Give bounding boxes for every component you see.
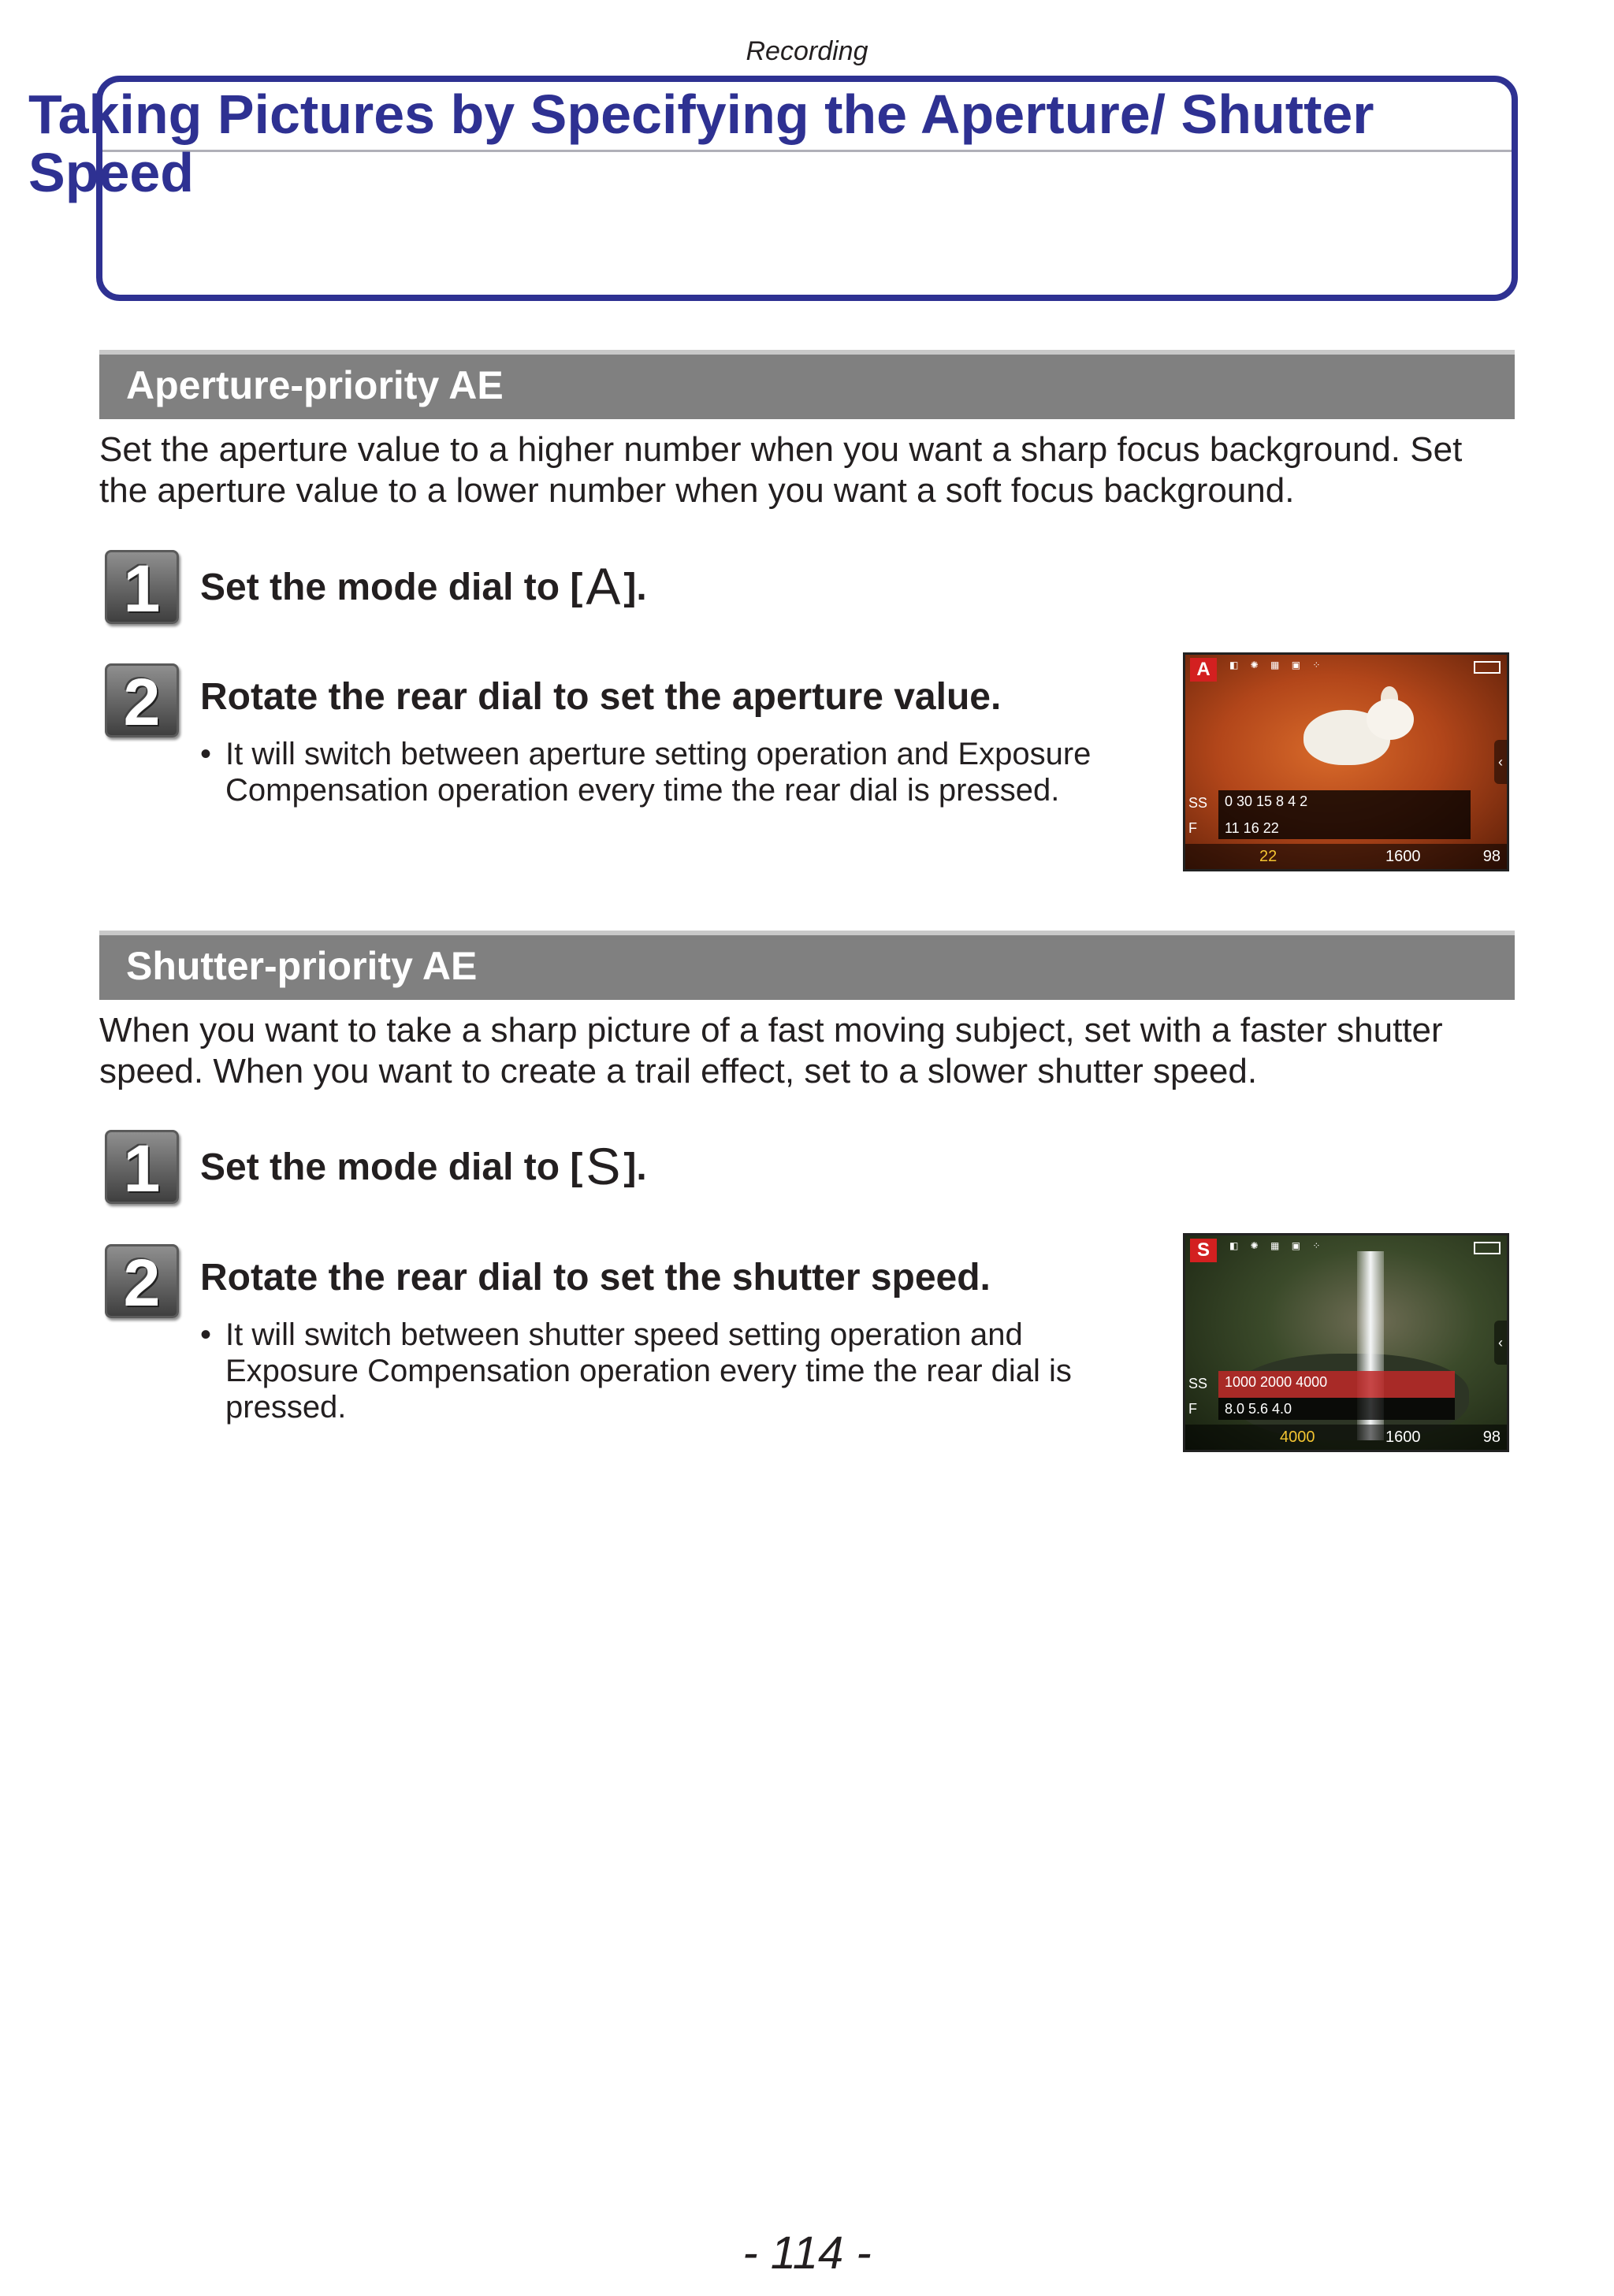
shots-remaining: 98 [1482, 848, 1501, 865]
bullet-icon: • [200, 737, 212, 771]
chevron-left-icon: ‹ [1494, 1321, 1507, 1365]
step-heading: Set the mode dial to [A]. [200, 557, 647, 615]
section-intro: When you want to take a sharp picture of a fast moving subject, set with a faster shutter speed. When you want to create a trail effect, set to a slower shutter speed. [99, 1011, 1443, 1090]
running-header: Recording [746, 36, 868, 66]
mode-s-icon: S [586, 1137, 621, 1195]
step-bullet: • It will switch between shutter speed setting operation and Exposure Compensation operation every time the rear dial is pressed. [200, 1317, 1072, 1425]
page-title: Taking Pictures by Specifying the Aperture/ Shutter Speed [28, 84, 1374, 203]
step-number-badge: 2 [105, 1244, 179, 1318]
step-number-badge: 2 [105, 663, 179, 737]
section-heading-label: Aperture-priority AE [126, 363, 504, 407]
section-intro: Set the aperture value to a higher number when you want a sharp focus background. Set the aperture value to a lower number when you want a soft focus background. [99, 430, 1463, 510]
bullet-icon: • [200, 1317, 212, 1352]
mode-a-icon: A [586, 557, 621, 615]
aperture-scale: 11 16 22 [1218, 817, 1471, 839]
status-icons: ◧ ✺ ▦ ▣ ⁘ [1229, 1240, 1326, 1251]
step-heading: Rotate the rear dial to set the shutter speed. [200, 1257, 991, 1298]
aperture-value: 22 [1259, 848, 1277, 865]
aperture-scale: 8.0 5.6 4.0 [1218, 1398, 1455, 1420]
step-bullet: • It will switch between aperture setting operation and Exposure Compensation operation every time the rear dial is pressed. [200, 737, 1091, 808]
page-number: - 114 - [742, 2227, 872, 2279]
section-heading-shutter [99, 931, 1515, 1000]
camera-screen-shutter: S ◧ ✺ ▦ ▣ ⁘ ‹ SS 1000 2000 4000 F 8.0 5.6 4.0 4000 1600 98 [1183, 1233, 1509, 1452]
shutter-scale: 0 30 15 8 4 2 [1218, 790, 1471, 817]
battery-icon [1474, 661, 1501, 674]
shutter-scale: 1000 2000 4000 [1218, 1371, 1455, 1398]
step-number-badge: 1 [105, 1130, 179, 1204]
shots-remaining: 98 [1482, 1428, 1501, 1446]
mode-indicator: S [1190, 1239, 1217, 1262]
status-icons: ◧ ✺ ▦ ▣ ⁘ [1229, 659, 1326, 671]
step-number-badge: 1 [105, 550, 179, 624]
chevron-left-icon: ‹ [1494, 740, 1507, 784]
osd-bottom-bar [1185, 844, 1507, 869]
mode-indicator: A [1190, 658, 1217, 682]
step-heading: Set the mode dial to [S]. [200, 1137, 647, 1195]
section-heading-aperture [99, 350, 1515, 419]
iso-value: 1600 [1385, 1428, 1421, 1446]
section-heading-label: Shutter-priority AE [126, 944, 478, 988]
step-heading: Rotate the rear dial to set the aperture value. [200, 676, 1002, 718]
iso-value: 1600 [1385, 848, 1421, 865]
camera-screen-aperture: A ◧ ✺ ▦ ▣ ⁘ ‹ SS 0 30 15 8 4 2 F 11 16 22 22 1600 98 [1183, 652, 1509, 871]
shutter-value: 4000 [1280, 1428, 1315, 1446]
battery-icon [1474, 1242, 1501, 1254]
osd-bottom-bar [1185, 1425, 1507, 1450]
